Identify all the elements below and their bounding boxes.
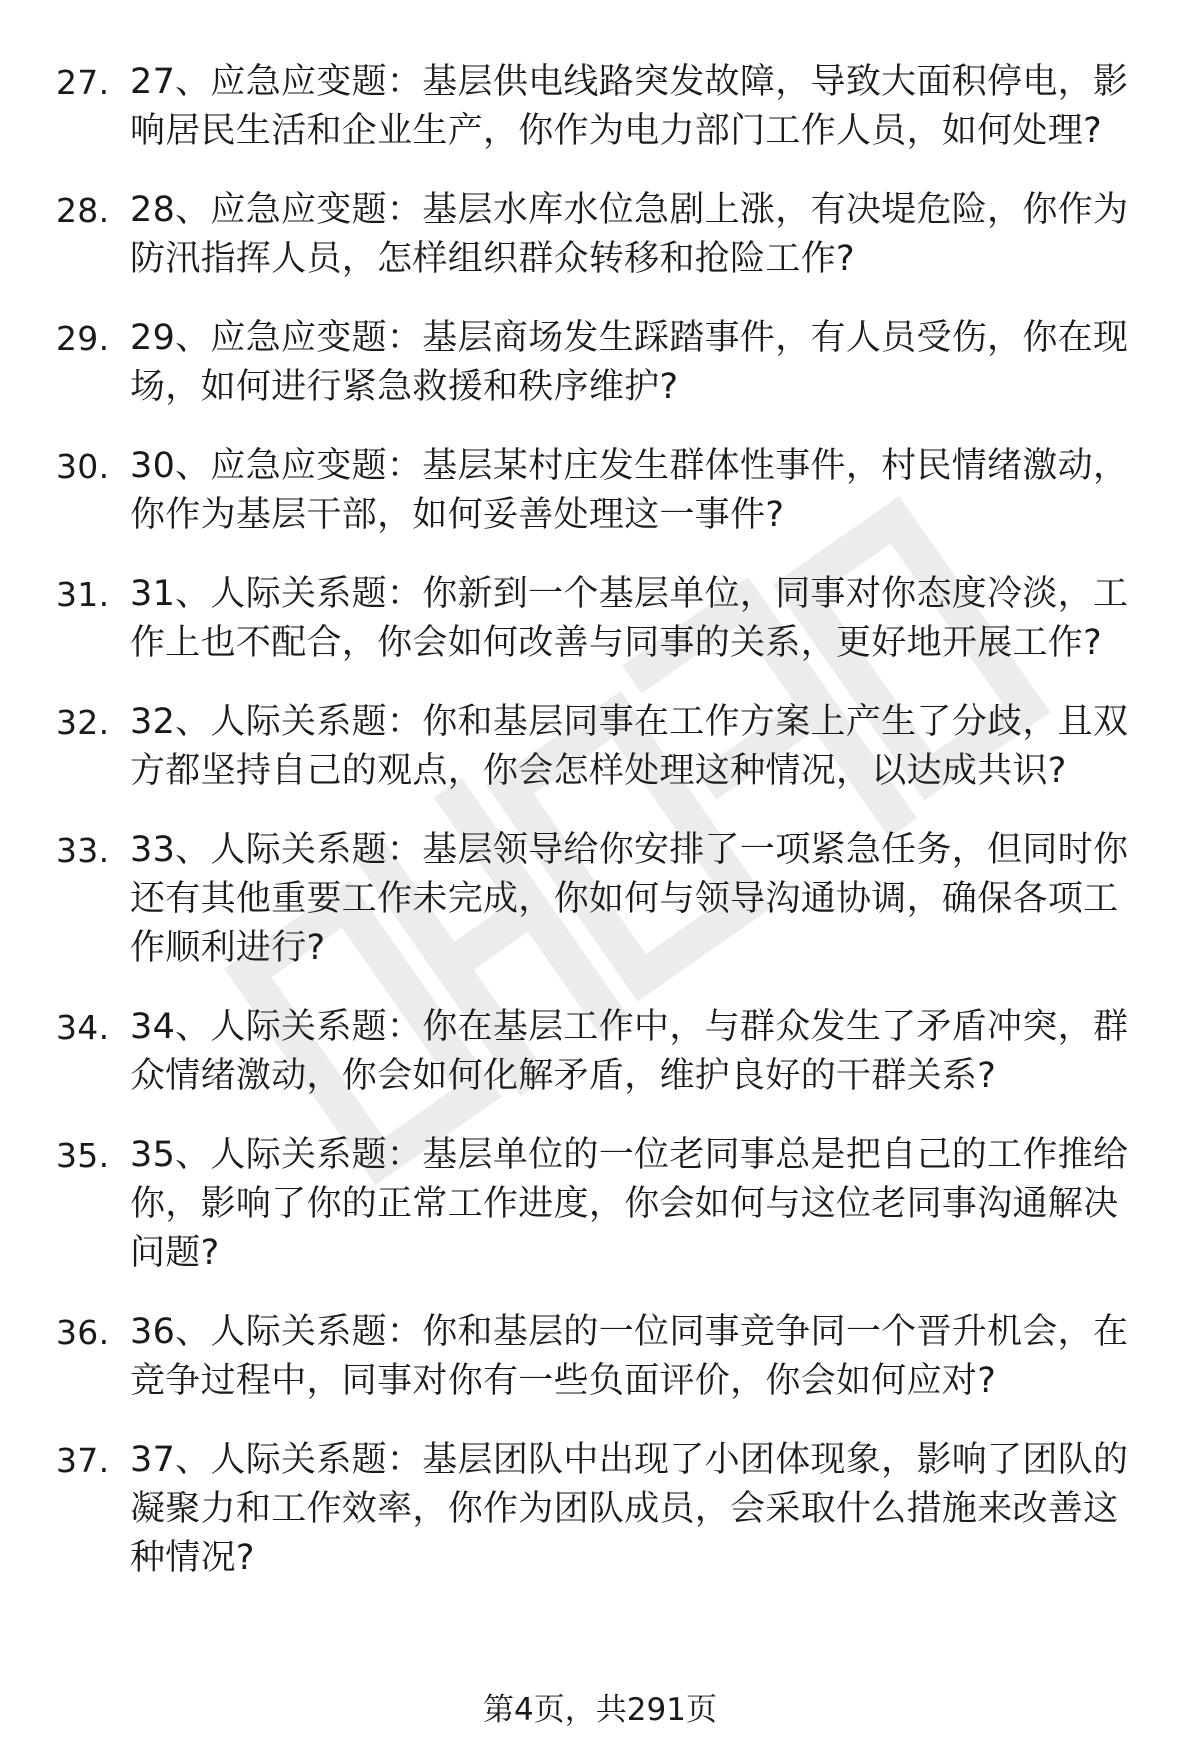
question-text: 29、应急应变题：基层商场发生踩踏事件，有人员受伤，你在现场，如何进行紧急救援和秩序维护? [130,318,1129,407]
question-text: 33、人际关系题：基层领导给你安排了一项紧急任务，但同时你还有其他重要工作未完成，你如何与领导沟通协调，确保各项工作顺利进行? [130,830,1129,968]
question-number: 34. [56,1008,110,1047]
question-number: 31. [56,575,110,614]
question-number: 28. [56,191,110,230]
question-text: 31、人际关系题：你新到一个基层单位，同事对你态度冷淡，工作上也不配合，你会如何改善与同事的关系，更好地开展工作? [130,574,1129,663]
question-text: 36、人际关系题：你和基层的一位同事竞争同一个晋升机会，在竞争过程中，同事对你有一些负面评价，你会如何应对? [130,1312,1129,1401]
question-item [0,1131,1200,1278]
question-text: 37、人际关系题：基层团队中出现了小团体现象，影响了团队的凝聚力和工作效率，你作为团队成员，会采取什么措施来改善这种情况? [130,1440,1129,1578]
question-number: 33. [56,831,110,870]
question-text: 30、应急应变题：基层某村庄发生群体性事件，村民情绪激动，你作为基层干部，如何妥善处理这一事件? [130,446,1129,535]
question-text: 35、人际关系题：基层单位的一位老同事总是把自己的工作推给你，影响了你的正常工作进度，你会如何与这位老同事沟通解决问题? [130,1135,1129,1273]
question-item [0,1003,1200,1101]
question-text: 28、应急应变题：基层水库水位急剧上涨，有决堤危险，你作为防汛指挥人员，怎样组织群众转移和抢险工作? [130,190,1129,279]
question-number: 35. [56,1136,110,1175]
question-item [0,570,1200,668]
question-number: 36. [56,1313,110,1352]
question-text: 27、应急应变题：基层供电线路突发故障，导致大面积停电，影响居民生活和企业生产，你作为电力部门工作人员，如何处理? [130,62,1129,151]
question-list [0,58,1200,1583]
question-item [0,1308,1200,1406]
question-item [0,1436,1200,1583]
question-text: 34、人际关系题：你在基层工作中，与群众发生了矛盾冲突，群众情绪激动，你会如何化解矛盾，维护良好的干群关系? [130,1007,1129,1096]
question-number: 29. [56,319,110,358]
question-number: 37. [56,1441,110,1480]
question-text: 32、人际关系题：你和基层同事在工作方案上产生了分歧，且双方都坚持自己的观点，你会怎样处理这种情况，以达成共识? [130,702,1129,791]
page-number-footer: 第4页，共291页 [483,1692,717,1728]
question-number: 27. [56,63,110,102]
question-item [0,698,1200,796]
question-number: 30. [56,447,110,486]
question-item [0,314,1200,412]
question-item [0,442,1200,540]
question-item [0,58,1200,156]
question-item [0,186,1200,284]
question-number: 32. [56,703,110,742]
question-item [0,826,1200,973]
